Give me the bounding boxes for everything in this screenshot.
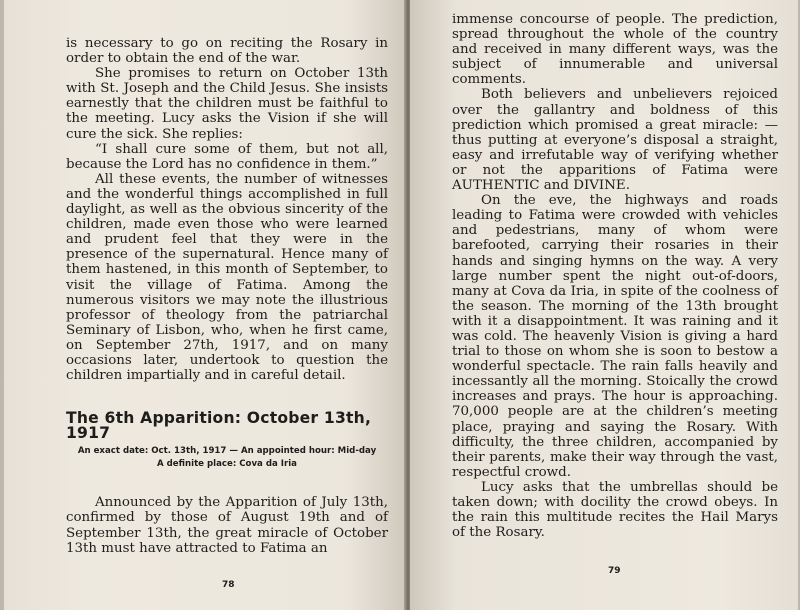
- section-heading: The 6th Apparition: October 13th, 1917: [66, 409, 372, 443]
- subheading-place: A definite place: Cova da Iria: [157, 459, 297, 470]
- paragraph-concourse: immense concourse of people. The prediction, spread throughout the whole of the country and received in many different ways, was the subject of innumerable and universal comments.: [452, 12, 778, 88]
- page-number-right: 79: [608, 566, 621, 576]
- spacer: [66, 471, 388, 495]
- paragraph-events: All these events, the number of witnesses and the wonderful things accomplished in full daylight, as well as the obvious sincerity of the children, made even those who were learned and prudent feel that they were in the presence of the supernatural. Hence many of them hastened, in this month of September, to visit the village of Fatima. Among the numerous visitors we may note the illustrious professor of theology from the patriarchal Seminary of Lisbon, who, when he first came, on September 27th, 1917, and on many occasions later, undertook to question the children impartially and in careful detail.: [66, 171, 388, 384]
- paragraph-umbrellas: Lucy asks that the umbrellas should be taken down; with docility the crowd obeys. In the rain this multitude recites the Hail Marys of the Rosary.: [452, 479, 778, 541]
- paragraph-continuation: is necessary to go on reciting the Rosary in order to obtain the end of the war.: [66, 36, 388, 67]
- paragraph-believers: Both believers and unbelievers rejoiced over the gallantry and boldness of this prediction which promised a great miracle: — thus putting at everyone’s disposal a straight, easy and irrefutable way of verifying whether or not the apparitions of Fatima were AUTHENTIC and DIVINE.: [452, 87, 778, 194]
- paragraph-quote: “I shall cure some of them, but not all, because the Lord has no confidence in them.”: [66, 141, 388, 172]
- subheading-date-hour: An exact date: Oct. 13th, 1917 — An appointed hour: Mid-day: [77, 446, 377, 457]
- paragraph-announced: Announced by the Apparition of July 13th, confirmed by those of August 19th and of September 13th, the great miracle of October 13th must have attracted to Fatima an: [66, 495, 388, 556]
- left-page: [4, 0, 406, 610]
- page-number-left: 78: [222, 580, 235, 590]
- paragraph-eve: On the eve, the highways and roads leading to Fatima were crowded with vehicles and pedestrians, many of whom were barefooted, carrying their rosaries in their hands and singing hymns on the way. A very large number spent the night out-of-doors, many at Cova da Iria, in spite of the coolness of the season. The morning of the 13th brought with it a disappointment. It was raining and it was cold. The heavenly Vision is giving a hard trial to those on whom she is soon to bestow a wonderful spectacle. The rain falls heavily and incessantly all the morning. Stoically the crowd increases and prays. The hour is approaching. 70,000 people are at the children’s meeting place, praying and saying the Rosary. With difficulty, the three children, accompanied by their parents, make their way through the vast, respectful crowd.: [452, 193, 778, 480]
- paragraph-promise: She promises to return on October 13th with St. Joseph and the Child Jesus. She insists earnestly that the children must be faithful to the meeting. Lucy asks the Vision if she will cure the sick. She replies:: [66, 66, 388, 142]
- right-page: [410, 0, 798, 610]
